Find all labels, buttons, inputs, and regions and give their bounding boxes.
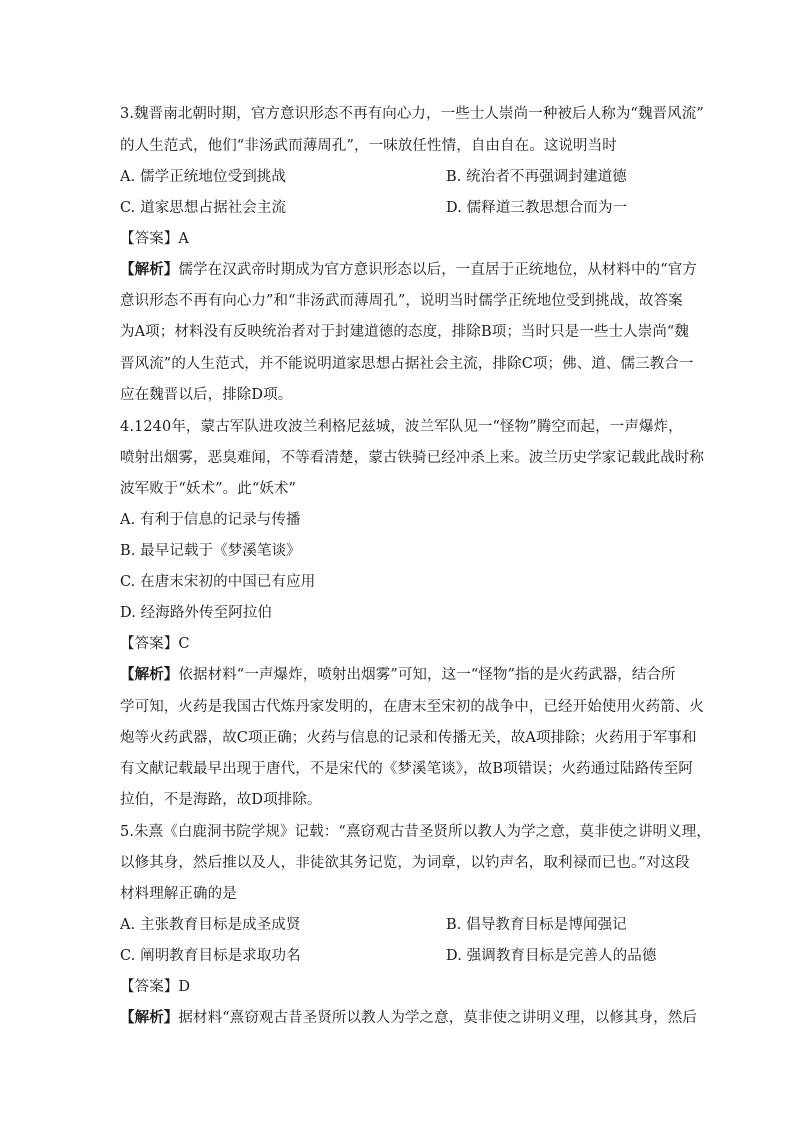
- q3-option-a: A. 儒学正统地位受到挑战: [120, 169, 286, 185]
- q5-option-b: B. 倡导教育目标是博闻强记: [446, 917, 627, 933]
- q5-option-c: C. 阐明教育目标是求取功名: [120, 948, 301, 964]
- q5-analysis-label: 【解析】: [120, 1009, 179, 1026]
- q3-option-b: B. 统治者不再强调封建道德: [446, 169, 627, 185]
- q3-stem-line: 3.魏晋南北朝时期，官方意识形态不再有向心力，一些士人崇尚一种被后人称为“魏晋风流”: [120, 106, 704, 122]
- q3-analysis-line: [120, 260, 697, 280]
- q3-analysis-line: 意识形态不再有向心力”和“非汤武而薄周孔”，说明当时儒学正统地位受到挑战，故答案: [120, 293, 683, 309]
- q3-analysis-text: 儒学在汉武帝时期成为官方意识形态以后，一直居于正统地位，从材料中的“官方: [178, 262, 697, 278]
- q4-analysis-line: 炮等火药武器，故C项正确；火药与信息的记录和传播无关，故A项排除；火药用于军事和: [120, 730, 697, 746]
- q5-stem-line: 5.朱熹《白鹿洞书院学规》记载：“熹窃观古昔圣贤所以教人为学之意，莫非使之讲明义理，: [120, 824, 711, 840]
- q5-stem-line: 以修其身，然后推以及人，非徒欲其务记览，为词章，以钓声名，取利禄而已也。”对这段: [120, 855, 690, 871]
- q3-answer: 【答案】A: [120, 231, 189, 247]
- q4-stem-line: 喷射出烟雾，恶臭难闻，不等看清楚，蒙古铁骑已经冲杀上来。波兰历史学家记载此战时称: [120, 450, 704, 466]
- q3-analysis-line: 为A项；材料没有反映统治者对于封建道德的态度，排除B项；当时只是一些士人崇尚“魏: [120, 324, 690, 340]
- q4-stem-line: 4.1240年，蒙古军队进攻波兰利格尼兹城，波兰军队见一“怪物”腾空而起，一声爆炸，: [120, 419, 683, 435]
- q5-answer: 【答案】D: [120, 979, 191, 995]
- q3-option-c: C. 道家思想占据社会主流: [120, 200, 287, 216]
- q3-analysis-label: 【解析】: [120, 261, 179, 278]
- q5-option-d: D. 强调教育目标是完善人的品德: [446, 948, 657, 964]
- q3-stem-line: 的人生范式，他们“非汤武而薄周孔”，一味放任性情，自由自在。这说明当时: [120, 138, 617, 154]
- q3-analysis-line: 应在魏晋以后，排除D项。: [120, 387, 293, 403]
- q4-analysis-text: 依据材料“一声爆炸，喷射出烟雾”可知，这一“怪物”指的是火药武器，结合所: [178, 667, 676, 683]
- q5-stem-line: 材料理解正确的是: [120, 886, 237, 902]
- q4-analysis-line: [120, 665, 676, 685]
- q3-analysis-line: 晋风流”的人生范式，并不能说明道家思想占据社会主流，排除C项；佛、道、儒三教合一: [120, 356, 694, 372]
- q4-option-d: D. 经海路外传至阿拉伯: [120, 605, 273, 621]
- q4-analysis-line: 学可知，火药是我国古代炼丹家发明的，在唐末至宋初的战争中，已经开始使用火药箭、火: [120, 699, 704, 715]
- q3-option-d: D. 儒释道三教思想合而为一: [446, 200, 628, 216]
- q4-option-a: A. 有利于信息的记录与传播: [120, 512, 301, 528]
- q4-analysis-label: 【解析】: [120, 666, 179, 683]
- q5-analysis-line: [120, 1008, 697, 1028]
- q4-answer: 【答案】C: [120, 636, 190, 652]
- q4-analysis-line: 有文献记载最早出现于唐代，不是宋代的《梦溪笔谈》，故B项错误；火药通过陆路传至阿: [120, 761, 693, 777]
- q5-option-a: A. 主张教育目标是成圣成贤: [120, 917, 301, 933]
- q4-stem-line: 波军败于“妖术”。此“妖术”: [120, 481, 297, 497]
- q4-option-b: B. 最早记载于《梦溪笔谈》: [120, 543, 301, 559]
- q4-option-c: C. 在唐末宋初的中国已有应用: [120, 574, 316, 590]
- q5-analysis-text: 据材料“熹窃观古昔圣贤所以教人为学之意，莫非使之讲明义理，以修其身，然后: [178, 1010, 697, 1026]
- q4-analysis-line: 拉伯，不是海路，故D项排除。: [120, 792, 322, 808]
